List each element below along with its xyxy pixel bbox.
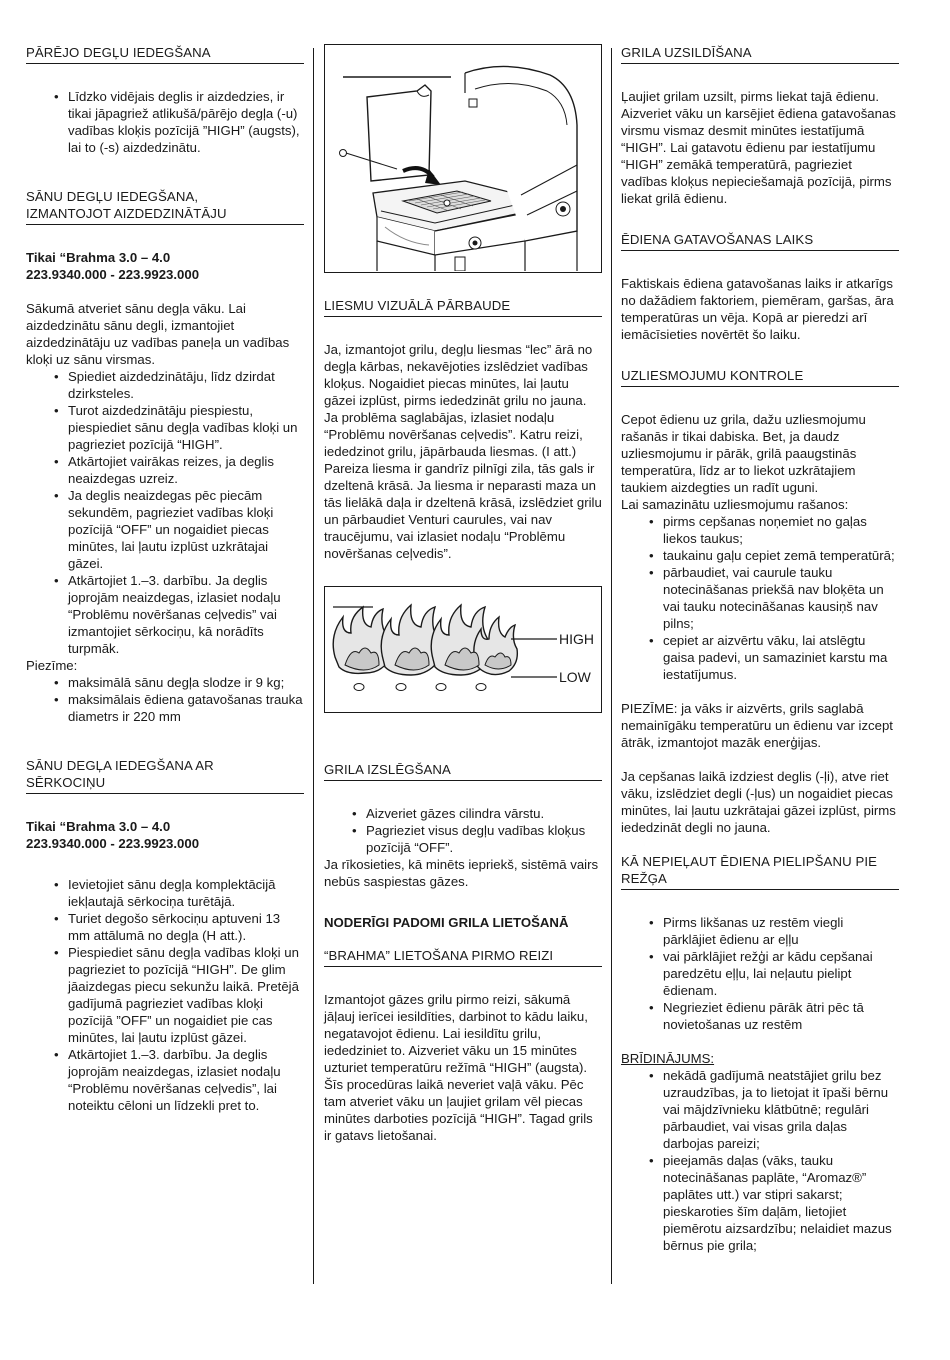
list-item: • Aizveriet gāzes cilindra vārstu.	[366, 805, 602, 822]
model-line: 223.9340.000 - 223.9923.000	[26, 267, 200, 282]
shutdown-list	[324, 805, 602, 856]
first-use-text: Izmantojot gāzes grilu pirmo reizi, sākumā jāļauj ierīcei iesildīties, darbinot to kādu laiku, negatavojot ēdienu. Lai iesildītu grilu, iededziniet to. Aizveriet vāku un 15 minūtes uzturiet temperatūru režīmā “HIGH” (augsta). Šīs procedūras laikā neveriet vaļā vāku. Pēc tam atveriet vāku un ļaujiet grilam vēl piecas minūtes darboties pozīcijā “HIGH”. Tagad grils ir gatavs lietošanai.	[324, 992, 593, 1143]
section-title-side-burner-igniter	[26, 188, 304, 225]
flame-check-text: Ja, izmantojot grilu, degļu liesmas “lec” ārā no degļa kārbas, nekavējoties izslēdziet vadības kloķus. Nogaidiet piecas minūtes, lai ļautu gāzei izplūst, pirms iededzināt grilu no jauna. Ja problēma saglabājas, izlasiet nodaļu “Problēmu novēršanas ceļvedis”. Katru reizi, iededzinot grilu, jāpārbauda liesmas. (I att.) Pareiza liesma ir gandrīz pilnīgi zila, tās gals ir dzeltenā krāsā. Ja liesma ir neparasti maza un tās lielākā daļa ir dzeltenā krāsā, izslēdziet grilu un pārbaudiet Venturi caurules, vai nav traucējumu, vai izlasiet nodaļu “Problēmu novēršanas ceļvedis”.	[324, 342, 602, 561]
list-item: • pirms cepšanas noņemiet no gaļas liekos taukus;	[663, 513, 899, 547]
match-steps	[26, 876, 304, 1114]
title-line: SĀNU DEGĻA IEDEGŠANA AR	[26, 758, 214, 773]
title-line: SĒRKOCIŅU	[26, 775, 106, 790]
title-line: IZMANTOJOT AIZDEDZINĀTĀJU	[26, 206, 227, 221]
flare-text: Cepot ēdienu uz grila, dažu uzliesmojumu rašanās ir tikai dabiska. Bet, ja daudz uzliesmojumu ir pārāk, grilā paaugstinās temperatūra, līdz ar to liekot uzkrātajiem taukiem aizdegties un radīt uguni.	[621, 412, 866, 495]
section-title-cook-time: ĒDIENA GATAVOŠANAS LAIKS	[621, 231, 899, 251]
title-line: SĀNU DEGĻU IEDEGŠANA,	[26, 189, 199, 204]
list-item: • Ievietojiet sānu degļa komplektācijā iekļautajā sērkociņa turētājā.	[68, 876, 304, 910]
model-note	[26, 818, 304, 852]
igniter-intro: Sākumā atveriet sānu degļa vāku. Lai aizdedzinātu sānu degli, izmantojiet aizdedzinātāju uz vadības paneļa un vadības kloķi uz sānu virsmas.	[26, 301, 290, 367]
preheat-text: Ļaujiet grilam uzsilt, pirms liekat tajā ēdienu. Aizveriet vāku un karsējiet ēdiena gatavošanas virsmu vismaz desmit minūtes iestatījumā “HIGH”. Lai gatavotu ēdienu par iestatījumu “HIGH” zemākā temperatūrā, pagrieziet vadības kloķus nepieciešamajā pozīcijā, pirms liekat grilā ēdienu.	[621, 89, 896, 206]
warning-title: BRĪDINĀJUMS:	[621, 1051, 715, 1066]
model-line: Tikai “Brahma 3.0 – 4.0	[26, 250, 171, 265]
list-item: • Piespiediet sānu degļa vadības kloķi un pagrieziet to pozīcijā “HIGH”. De glim jāaizdegas piecu sekunžu laikā. Pretējā gadījumā pagrieziet vadības kloķi pozīcijā ”OFF” un nogaidiet pie cas minūtes, lai ļautu izplūst gāzei.	[68, 944, 304, 1046]
list-item: • Atkārtojiet 1.–3. darbību. Ja deglis joprojām neaizdegas, izlasiet nodaļu “Problēmu novēršanas ceļvedis” vai izmantojiet sērkociņu, kā norādīts turpmāk.	[68, 572, 304, 657]
list-item: • cepiet ar aizvērtu vāku, lai atslēgtu gaisa padevi, un samaziniet karstu ma iestatījumus.	[663, 632, 899, 683]
flare-lead: Lai samazinātu uzliesmojumu rašanos:	[621, 497, 849, 512]
list-item: • maksimālais ēdiena gatavošanas trauka diametrs ir 220 mm	[68, 691, 304, 725]
note-label: Piezīme:	[26, 658, 78, 673]
section-title-other-burners: PĀRĒJO DEGĻU IEDEGŠANA	[26, 44, 304, 64]
section-title-first-use: “BRAHMA” LIETOŠANA PIRMO REIZI	[324, 947, 602, 967]
section-title-preheat: GRILA UZSILDĪŠANA	[621, 44, 899, 64]
low-label: LOW	[559, 669, 591, 685]
flame-height-diagram	[325, 587, 600, 711]
shutdown-after: Ja rīkosieties, kā minēts iepriekš, sistēmā vairs nebūs saspiestas gāzes.	[324, 857, 599, 889]
warning-list	[621, 1067, 899, 1254]
model-note	[26, 249, 304, 283]
flare-note: PIEZĪME: ja vāks ir aizvērts, grils saglabā nemainīgāku temperatūru un ēdienu var izcept ātrāk, izmantojot mazāk enerģijas.	[621, 701, 893, 750]
column-divider-right	[611, 48, 612, 1284]
title-line: REŽĢA	[621, 871, 667, 886]
list-item: • Līdzko vidējais deglis ir aizdedzies, ir tikai jāpagriež atlikušā/pārējo degļa (-u) vadības kloķis pozīcijā ”HIGH” (augsts), lai to (-s) aizdedzinātu.	[68, 88, 304, 156]
title-line: KĀ NEPIEĻAUT ĒDIENA PIELIPŠANU PIE	[621, 854, 878, 869]
igniter-steps	[26, 368, 304, 657]
sticking-list	[621, 914, 899, 1033]
high-label: HIGH	[559, 631, 594, 647]
section-title-side-burner-match	[26, 757, 304, 794]
flare-list	[621, 513, 899, 683]
section-title-flare-control: UZLIESMOJUMU KONTROLE	[621, 367, 899, 387]
model-line: Tikai “Brahma 3.0 – 4.0	[26, 819, 171, 834]
list-item: • pieejamās daļas (vāks, tauku notecināšanas paplāte, “Aromaz®” paplātes utt.) var stipri sakarst; pieskaroties šīm daļām, lietojiet piemērotu aizsardzību; nelaidiet mazus bērnus pie grila;	[663, 1152, 899, 1254]
list-item: • nekādā gadījumā neatstājiet grilu bez uzraudzības, ja to lietojat it īpaši bērnu vai mājdzīvnieku klātbūtnē; regulāri pārbaudiet, vai visas grila daļas darbojas pareizi;	[663, 1067, 899, 1152]
flare-extinguish: Ja cepšanas laikā izdziest deglis (-ļi), atve riet vāku, izslēdziet degli (-ļus) un nogaidiet piecas minūtes, lai ļautu uzkrātajai gāzei izplūst, pirms iededzināt degli no jauna.	[621, 769, 896, 835]
model-line: 223.9340.000 - 223.9923.000	[26, 836, 200, 851]
column-left	[26, 44, 304, 1114]
list-item: • taukainu gaļu cepiet zemā temperatūrā;	[663, 547, 899, 564]
column-middle	[324, 44, 602, 1144]
flame-figure	[324, 586, 602, 713]
section-title-flame-check: LIESMU VIZUĀLĀ PĀRBAUDE	[324, 297, 602, 317]
tips-heading: NODERĪGI PADOMI GRILA LIETOŠANĀ	[324, 915, 569, 930]
list-item: • Atkārtojiet 1.–3. darbību. Ja deglis joprojām neaizdegas, izlasiet nodaļu “Problēmu novēršanas ceļvedis”, lai noteiktu cēloni un līdzekli pret to.	[68, 1046, 304, 1114]
side-burner-illustration	[324, 44, 602, 273]
section-title-shutdown: GRILA IZSLĒGŠANA	[324, 761, 602, 781]
list-item: • Atkārtojiet vairākas reizes, ja deglis neaizdegas uzreiz.	[68, 453, 304, 487]
list-item: • Turot aizdedzinātāju piespiestu, piespiediet sānu degļa vadības kloķi un pagrieziet pozīcijā “HIGH”.	[68, 402, 304, 453]
list-item: • Ja deglis neaizdegas pēc piecām sekundēm, pagrieziet vadības kloķi pozīcijā “OFF” un nogaidiet piecas minūtes, lai ļautu izplūst uzkrātajai gāzei.	[68, 487, 304, 572]
list-item: • Pagrieziet visus degļu vadības kloķus pozīcijā “OFF”.	[366, 822, 602, 856]
column-right	[621, 44, 899, 1254]
igniter-notes	[26, 674, 304, 725]
list-item: • Negrieziet ēdienu pārāk ātri pēc tā novietošanas uz restēm	[663, 999, 899, 1033]
list-item: • maksimālā sānu degļa slodze ir 9 kg;	[68, 674, 304, 691]
list-item: • Spiediet aizdedzinātāju, līdz dzirdat dzirksteles.	[68, 368, 304, 402]
section-title-sticking	[621, 853, 899, 890]
list-item: • Pirms likšanas uz restēm viegli pārklājiet ēdienu ar eļļu	[663, 914, 899, 948]
column-divider-left	[313, 48, 314, 1284]
other-burners-list	[26, 88, 304, 156]
cook-time-text: Faktiskais ēdiena gatavošanas laiks ir atkarīgs no dažādiem faktoriem, piemēram, garšas, āra temperatūras un vēja. Kopā ar pieredzi arī iemācīsieties novērtēt šo laiku.	[621, 276, 894, 342]
list-item: • vai pārklājiet režģi ar kādu cepšanai paredzētu eļļu, lai neļautu pielipt ēdienam.	[663, 948, 899, 999]
grill-side-burner-drawing	[325, 45, 600, 271]
list-item: • Turiet degošo sērkociņu aptuveni 13 mm attālumā no degļa (H att.).	[68, 910, 304, 944]
list-item: • pārbaudiet, vai caurule tauku notecināšanas priekšā nav bloķēta un vai tauku notecināšanas kausiņš nav pilns;	[663, 564, 899, 632]
